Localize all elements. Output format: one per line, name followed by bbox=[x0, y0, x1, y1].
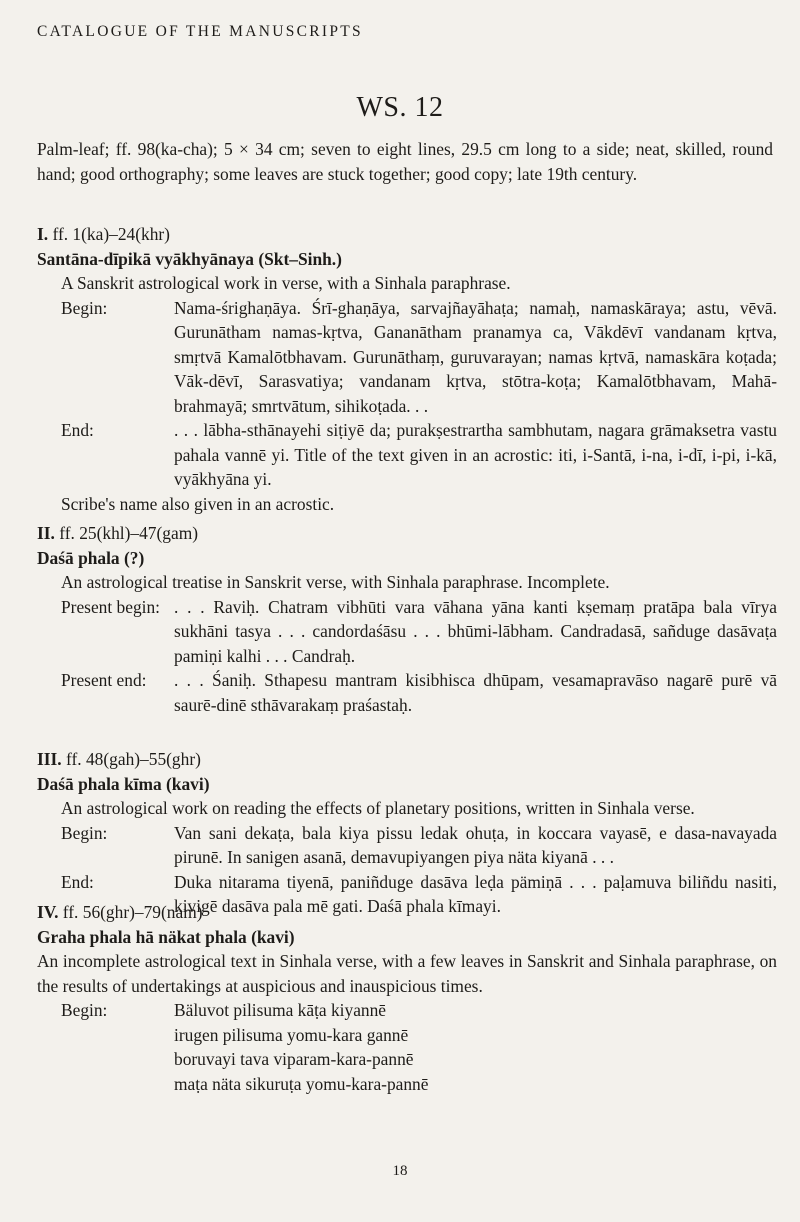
section-folios bbox=[37, 521, 777, 546]
section-folios bbox=[37, 747, 777, 772]
folio-range: ff. 1(ka)–24(khr) bbox=[48, 224, 170, 244]
verse-line: boruvayi tava viparam-kara-pannē bbox=[174, 1049, 414, 1069]
section-description: An astrological work on reading the effects of planetary positions, written in Sinhala verse. bbox=[61, 798, 695, 818]
field-label: End: bbox=[61, 420, 94, 440]
field-value: . . . Śaniḥ. Sthapesu mantram kisibhisca dhūpam, vesamapravāso nagarē purē vā saurē-dinē sthāvarakaṃ praśastaḥ. bbox=[174, 670, 777, 715]
field-end bbox=[61, 418, 777, 492]
verse-line: irugen pilisuma yomu-kara gannē bbox=[174, 1024, 409, 1045]
section-folios bbox=[37, 900, 777, 925]
field-label: Begin: bbox=[61, 297, 108, 318]
field-value: Nama-śrighaṇāya. Śrī-ghaṇāya, sarvajñayāhaṭa; namaḥ, namaskāraya; astu, vēvā. Gurunātham namas-kṛtva, Gananātham pranamya ca, Vākdēvī vandanam kṛtva, smṛtvā Kamalōtbhavam. Gurunāthaṃ, guruvarayan; namas kṛtvā, namaskāra koṭada; Vāk-dēvī, Sarasvatiya; vandanam kṛtva, stōtra-koṭa; Kamalōtbhavam, Mahā-brahmayā; smrtvātum, sihikoṭada. . . bbox=[174, 297, 777, 416]
section-3 bbox=[37, 747, 777, 919]
section-numeral: II. bbox=[37, 523, 55, 543]
field-label: End: bbox=[61, 871, 94, 892]
field-verse bbox=[174, 998, 777, 1096]
section-title: Graha phala hā näkat phala (kavi) bbox=[37, 926, 295, 947]
field-label: Present begin: bbox=[61, 596, 161, 617]
section-description: A Sanskrit astrological work in verse, with a Sinhala paraphrase. bbox=[61, 273, 511, 293]
field-begin bbox=[61, 821, 777, 870]
field-value: . . . Raviḥ. Chatram vibhūti vara vāhana yāna kanti kṣemaṃ pratāpa bala vīrya sukhāni tasya . . . candordaśāsu . . . bhūmi-lābham. Candradasā, sañduge dasāvaṭa pamiṇi kalhi . . . Candraḥ. bbox=[174, 596, 777, 666]
folio-range: ff. 25(khl)–47(gam) bbox=[54, 523, 199, 543]
section-numeral: III. bbox=[37, 749, 62, 769]
field-value: Duka nitarama tiyenā, paniñduge dasāva leḍa pämiṇā . . . paḷamuva biliñdu nasiti, kivigē dasāva pala mē gati. Daśā phala kīmayi. bbox=[174, 871, 777, 916]
field-value: . . . lābha-sthānayehi siṭiyē da; purakṣestrartha sambhutam, nagara grāmaksetra vastu pahala vannē yi. Title of the text given in an acrostic: iti, i-Santā, i-na, i-dī, i-pi, i-kā, vyākhyāna yi. bbox=[174, 420, 777, 489]
field-present-end bbox=[61, 668, 777, 717]
manuscript-description: Palm-leaf; ff. 98(ka-cha); 5 × 34 cm; seven to eight lines, 29.5 cm long to a side; neat, skilled, round hand; good orthography; some leaves are stuck together; good copy; late 19th century. bbox=[37, 139, 773, 184]
field-label: Begin: bbox=[61, 822, 108, 843]
field-label: Begin: bbox=[61, 1000, 108, 1020]
field-label: Present end: bbox=[61, 670, 147, 690]
section-1 bbox=[37, 222, 777, 516]
section-2 bbox=[37, 521, 777, 717]
section-numeral: IV. bbox=[37, 902, 59, 922]
section-numeral: I. bbox=[37, 224, 49, 244]
field-begin bbox=[61, 998, 777, 1096]
field-begin bbox=[61, 296, 777, 419]
section-folios bbox=[37, 222, 777, 247]
section-4 bbox=[37, 900, 777, 1096]
section-title: Daśā phala (?) bbox=[37, 547, 145, 568]
running-head: CATALOGUE OF THE MANUSCRIPTS bbox=[37, 23, 363, 40]
field-value: Van sani dekaṭa, bala kiya pissu ledak ohuṭa, in koccara vayasē, e dasa-navayada pirunē. In sanigen asanā, demavupiyangen piya näta kiyanā . . . bbox=[174, 822, 777, 867]
section-description: An astrological treatise in Sanskrit verse, with Sinhala paraphrase. Incomplete. bbox=[61, 572, 610, 592]
page-number: 18 bbox=[392, 1163, 408, 1179]
field-present-begin bbox=[61, 595, 777, 669]
section-description: An incomplete astrological text in Sinhala verse, with a few leaves in Sanskrit and Sinhala paraphrase, on the results of undertakings at auspicious and inauspicious times. bbox=[37, 951, 777, 996]
section-title: Santāna-dīpikā vyākhyānaya (Skt–Sinh.) bbox=[37, 248, 342, 269]
verse-line: maṭa näta sikuruṭa yomu-kara-pannē bbox=[174, 1073, 429, 1094]
verse-line: Bäluvot pilisuma kāṭa kiyannē bbox=[174, 1000, 387, 1020]
folio-range: ff. 56(ghr)–79(nam) bbox=[58, 902, 203, 922]
folio-range: ff. 48(gah)–55(ghr) bbox=[61, 749, 201, 769]
manuscript-title: WS. 12 bbox=[356, 92, 444, 123]
section-title: Daśā phala kīma (kavi) bbox=[37, 773, 210, 794]
section-note: Scribe's name also given in an acrostic. bbox=[61, 493, 335, 514]
